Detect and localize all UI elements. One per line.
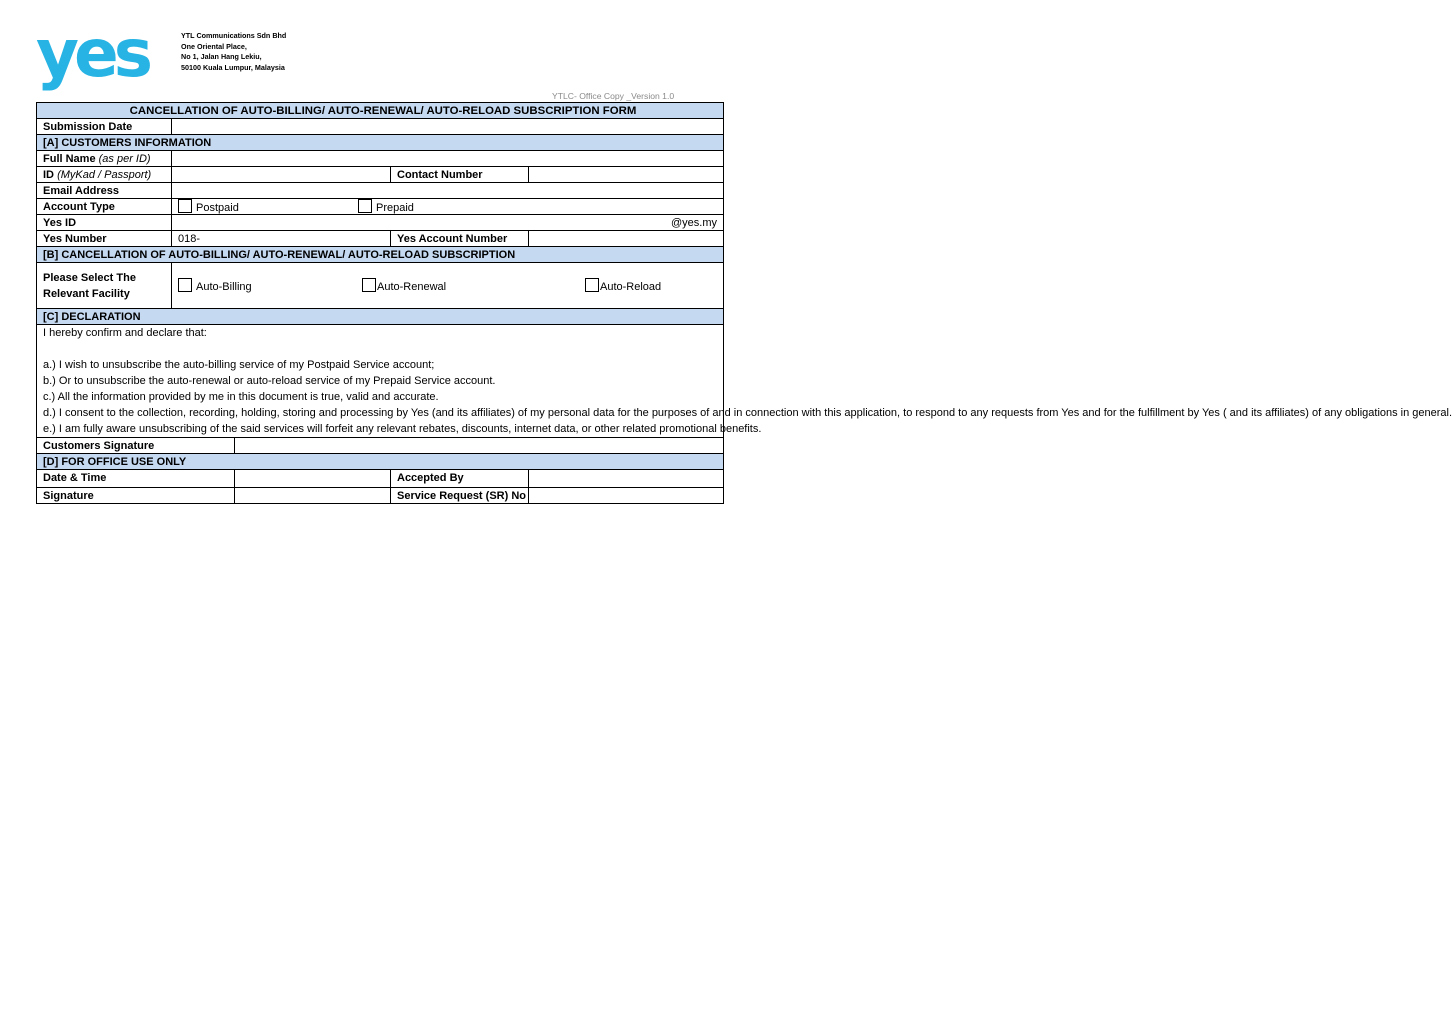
declaration-intro: I hereby confirm and declare that: xyxy=(43,327,207,339)
yes-account-number-label: Yes Account Number xyxy=(391,231,529,247)
declaration-text xyxy=(37,325,1452,438)
submission-date-label: Submission Date xyxy=(37,119,172,135)
yes-number-prefix: 018- xyxy=(178,232,201,245)
prepaid-label: Prepaid xyxy=(376,202,414,214)
yes-id-label: Yes ID xyxy=(37,215,172,231)
account-type-label: Account Type xyxy=(37,199,172,215)
declaration-item-d: d.) I consent to the collection, recording, holding, storing and processing by Yes (and its affiliates) of my personal data for the purposes of and in connection with this application, to respond to any requests from Yes and for the fulfillment by Yes ( and its affiliates) of any obligations in general. xyxy=(43,407,1452,419)
sr-no-label: Service Request (SR) No xyxy=(391,488,529,504)
declaration-item-b: b.) Or to unsubscribe the auto-renewal or auto-reload service of my Prepaid Service account. xyxy=(43,375,496,387)
signature-field[interactable] xyxy=(235,488,391,504)
sr-no-field[interactable] xyxy=(529,488,724,504)
auto-reload-label: Auto-Reload xyxy=(600,281,662,293)
email-field[interactable] xyxy=(172,183,724,199)
email-label: Email Address xyxy=(37,183,172,199)
section-a-header: [A] CUSTOMERS INFORMATION xyxy=(37,135,724,151)
declaration-item-e: e.) I am fully aware unsubscribing of the said services will forfeit any relevant rebates, discounts, internet data, or other related promotional benefits. xyxy=(43,423,762,435)
yes-id-field[interactable] xyxy=(172,215,724,231)
contact-number-label: Contact Number xyxy=(391,167,529,183)
cancellation-form xyxy=(36,102,1452,504)
accepted-by-field[interactable] xyxy=(529,470,724,488)
postpaid-checkbox[interactable] xyxy=(178,199,192,213)
yes-account-number-field[interactable] xyxy=(529,231,724,247)
auto-renewal-checkbox[interactable] xyxy=(362,278,376,292)
account-type-options xyxy=(172,199,724,215)
auto-billing-label: Auto-Billing xyxy=(196,281,252,293)
company-address-line: One Oriental Place, xyxy=(181,41,247,51)
auto-renewal-label: Auto-Renewal xyxy=(377,281,447,293)
auto-billing-checkbox[interactable] xyxy=(178,278,192,292)
declaration-item-a: a.) I wish to unsubscribe the auto-billing service of my Postpaid Service account; xyxy=(43,359,435,371)
section-c-header: [C] DECLARATION xyxy=(37,309,724,325)
auto-reload-checkbox[interactable] xyxy=(585,278,599,292)
company-name: YTL Communications Sdn Bhd xyxy=(181,31,287,40)
select-facility-label: Please Select The Relevant Facility xyxy=(37,263,172,309)
yes-id-suffix: @yes.my xyxy=(670,216,717,229)
yes-logo xyxy=(36,15,149,92)
section-d-header: [D] FOR OFFICE USE ONLY xyxy=(37,454,724,470)
prepaid-checkbox[interactable] xyxy=(358,199,372,213)
submission-date-field[interactable] xyxy=(172,119,724,135)
id-note: (MyKad / Passport) xyxy=(57,168,152,181)
postpaid-label: Postpaid xyxy=(196,202,239,214)
accepted-by-label: Accepted By xyxy=(391,470,529,488)
svg-text:yes: yes xyxy=(36,15,149,92)
full-name-note: (as per ID) xyxy=(98,152,151,165)
customer-signature-label: Customers Signature xyxy=(37,438,235,454)
section-b-header: [B] CANCELLATION OF AUTO-BILLING/ AUTO-RENEWAL/ AUTO-RELOAD SUBSCRIPTION xyxy=(37,247,724,263)
date-time-field[interactable] xyxy=(235,470,391,488)
company-address xyxy=(181,31,286,73)
date-time-label: Date & Time xyxy=(37,470,235,488)
facility-options xyxy=(172,263,724,309)
version-label: YTLC- Office Copy _Version 1.0 xyxy=(552,91,675,101)
signature-label: Signature xyxy=(37,488,235,504)
customer-signature-field[interactable] xyxy=(235,438,724,454)
company-address-line: 50100 Kuala Lumpur, Malaysia xyxy=(181,62,285,72)
declaration-item-c: c.) All the information provided by me in this document is true, valid and accurate. xyxy=(43,391,439,403)
yes-number-label: Yes Number xyxy=(37,231,172,247)
full-name-field[interactable] xyxy=(172,151,724,167)
yes-number-field[interactable] xyxy=(172,231,391,247)
full-name-label: Full Name (as per ID) xyxy=(37,151,172,167)
form-title: CANCELLATION OF AUTO-BILLING/ AUTO-RENEWAL/ AUTO-RELOAD SUBSCRIPTION FORM xyxy=(37,103,724,119)
company-address-line: No 1, Jalan Hang Lekiu, xyxy=(181,52,262,62)
contact-number-field[interactable] xyxy=(529,167,724,183)
id-field[interactable] xyxy=(172,167,391,183)
id-label: ID (MyKad / Passport) xyxy=(37,167,172,183)
